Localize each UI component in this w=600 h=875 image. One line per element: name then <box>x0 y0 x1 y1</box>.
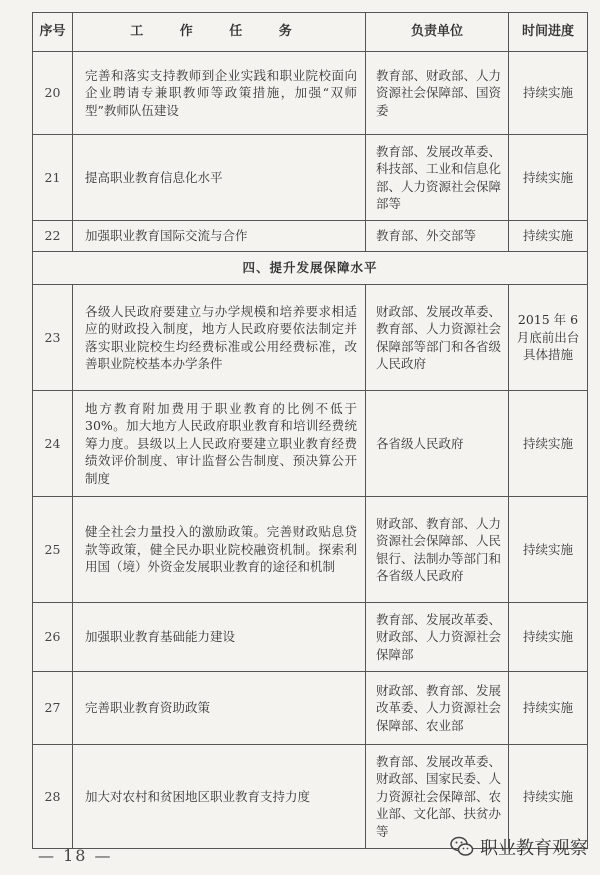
table-row <box>33 603 588 672</box>
table-row <box>33 745 588 849</box>
watermark <box>450 834 588 860</box>
row-time: 持续实施 <box>509 603 588 672</box>
row-num: 21 <box>33 135 73 221</box>
row-task: 健全社会力量投入的激励政策。完善财政贴息贷款等政策，健全民办职业院校融资机制。探索利用国（境）外资金发展职业教育的途径和机制 <box>73 497 366 603</box>
row-time: 持续实施 <box>509 745 588 849</box>
header-unit: 负责单位 <box>366 13 509 52</box>
row-task: 加强职业教育基础能力建设 <box>73 603 366 672</box>
page-number: — 18 — <box>38 846 113 865</box>
row-unit: 财政部、教育部、发展改革委、人力资源社会保障部、农业部 <box>366 672 509 745</box>
row-task: 各级人民政府要建立与办学规模和培养要求相适应的财政投入制度，地方人民政府要依法制定并落实职业院校生均经费标准或公用经费标准，改善职业院校基本办学条件 <box>73 285 366 391</box>
table-row <box>33 221 588 252</box>
row-unit: 教育部、发展改革委、财政部、国家民委、人力资源社会保障部、农业部、文化部、扶贫办等 <box>366 745 509 849</box>
header-num: 序号 <box>33 13 73 52</box>
table-row <box>33 497 588 603</box>
row-time: 持续实施 <box>509 221 588 252</box>
row-task: 提高职业教育信息化水平 <box>73 135 366 221</box>
table-row <box>33 285 588 391</box>
table-row <box>33 391 588 497</box>
row-unit: 财政部、发展改革委、教育部、人力资源社会保障部等部门和各省级人民政府 <box>366 285 509 391</box>
row-time: 持续实施 <box>509 672 588 745</box>
row-num: 20 <box>33 52 73 135</box>
row-unit: 财政部、教育部、人力资源社会保障部、人民银行、法制办等部门和各省级人民政府 <box>366 497 509 603</box>
row-task: 完善职业教育资助政策 <box>73 672 366 745</box>
row-num: 22 <box>33 221 73 252</box>
row-task: 加强职业教育国际交流与合作 <box>73 221 366 252</box>
row-time: 持续实施 <box>509 391 588 497</box>
row-time: 2015 年 6 月底前出台具体措施 <box>509 285 588 391</box>
row-task: 地方教育附加费用于职业教育的比例不低于30%。加大地方人民政府职业教育和培训经费统筹力度。县级以上人民政府要建立职业教育经费绩效评价制度、审计监督公告制度、预决算公开制度 <box>73 391 366 497</box>
row-num: 27 <box>33 672 73 745</box>
header-time: 时间进度 <box>509 13 588 52</box>
table-row <box>33 672 588 745</box>
row-unit: 教育部、发展改革委、财政部、人力资源社会保障部 <box>366 603 509 672</box>
row-time: 持续实施 <box>509 497 588 603</box>
row-unit: 教育部、发展改革委、科技部、工业和信息化部、人力资源社会保障部等 <box>366 135 509 221</box>
row-num: 28 <box>33 745 73 849</box>
table-header-row <box>33 13 588 52</box>
row-unit: 各省级人民政府 <box>366 391 509 497</box>
row-num: 24 <box>33 391 73 497</box>
row-unit: 教育部、财政部、人力资源社会保障部、国资委 <box>366 52 509 135</box>
row-task: 完善和落实支持教师到企业实践和职业院校面向企业聘请专兼职教师等政策措施，加强“双师型”教师队伍建设 <box>73 52 366 135</box>
row-time: 持续实施 <box>509 135 588 221</box>
row-time: 持续实施 <box>509 52 588 135</box>
row-num: 26 <box>33 603 73 672</box>
header-task: 工 作 任 务 <box>73 13 366 52</box>
section-row <box>33 252 588 285</box>
row-unit: 教育部、外交部等 <box>366 221 509 252</box>
table-row <box>33 135 588 221</box>
row-task: 加大对农村和贫困地区职业教育支持力度 <box>73 745 366 849</box>
row-num: 25 <box>33 497 73 603</box>
row-num: 23 <box>33 285 73 391</box>
task-table <box>32 12 588 849</box>
section-title: 四、提升发展保障水平 <box>33 252 588 285</box>
watermark-text: 职业教育观察 <box>480 838 588 859</box>
wechat-icon <box>450 836 474 858</box>
table-row <box>33 52 588 135</box>
